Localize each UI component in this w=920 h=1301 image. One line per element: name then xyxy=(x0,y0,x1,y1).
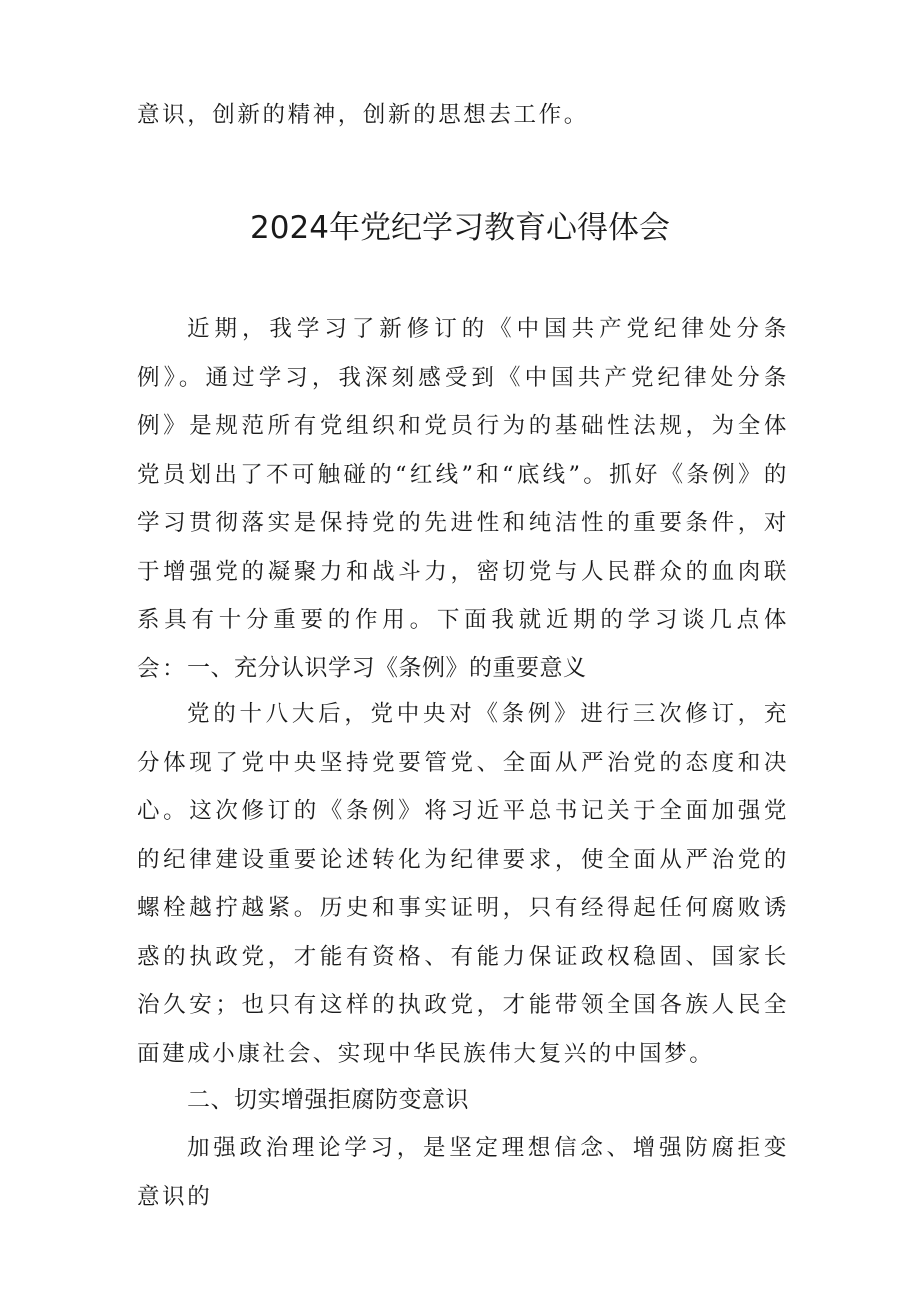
section-paragraph-two: 加强政治理论学习，是坚定理想信念、增强防腐拒变意识的 xyxy=(137,1135,789,1210)
intro-paragraph: 近期，我学习了新修订的《中国共产党纪律处分条例》。通过学习，我深刻感受到《中国共产党纪律处分条例》是规范所有党组织和党员行为的基础性法规，为全体党员划出了不可触碰的“红线”和“底线”。抓好《条例》的学习贯彻落实是保持党的先进性和纯洁性的重要条件，对于增强党的凝聚力和战斗力，密切党与人民群众的血肉联系具有十分重要的作用。下面我就近期的学习谈几点体会： xyxy=(137,316,789,682)
carryover-paragraph: 意识，创新的精神，创新的思想去工作。 xyxy=(137,102,589,128)
document-title: 2024年党纪学习教育心得体会 xyxy=(250,210,670,246)
section-paragraph-one: 党的十八大后，党中央对《条例》进行三次修订，充分体现了党中央坚持党要管党、全面从严治党的态度和决心。这次修订的《条例》将习近平总书记关于全面加强党的纪律建设重要论述转化为纪律要求，使全面从严治党的螺栓越拧越紧。历史和事实证明，只有经得起任何腐败诱惑的执政党，才能有资格、有能力保证政权稳固、国家长治久安；也只有这样的执政党，才能带领全国各族人民全面建成小康社会、实现中华民族伟大复兴的中国梦。 xyxy=(137,701,789,1067)
section-heading-two: 二、切实增强拒腐防变意识 xyxy=(187,1087,469,1113)
section-heading-one: 一、充分认识学习《条例》的重要意义 xyxy=(187,655,587,681)
